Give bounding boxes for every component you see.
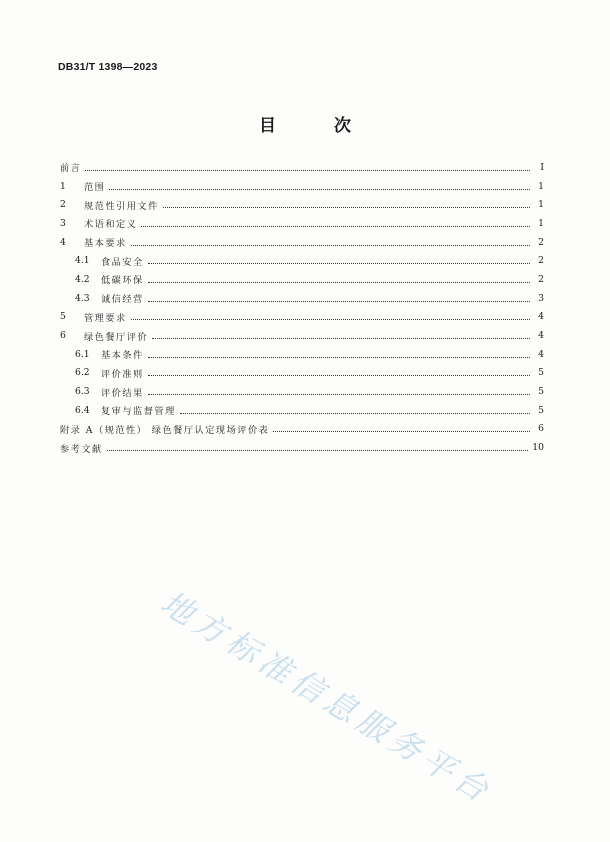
toc-dot-leader (148, 282, 530, 283)
toc-page-number: 2 (538, 255, 544, 267)
toc-section-number: 4.3 (75, 292, 90, 304)
toc-entry[interactable] (60, 158, 544, 177)
toc-dot-leader (148, 394, 530, 395)
toc-section-title: 基本要求 (84, 238, 127, 250)
toc-page-number: 5 (538, 386, 544, 398)
toc-page-number: 3 (538, 292, 544, 304)
toc-page-number: 6 (538, 423, 544, 435)
toc-entry[interactable] (60, 177, 544, 196)
toc-entry[interactable] (60, 382, 544, 401)
toc-section-number: 4 (60, 236, 66, 248)
toc-entry[interactable] (60, 326, 544, 345)
toc-page-number: 1 (538, 199, 544, 211)
toc-section-title: 规范性引用文件 (84, 200, 159, 212)
toc-section-title: 范围 (84, 182, 106, 194)
toc-page-number: 4 (538, 348, 544, 360)
toc-section-title: 前言 (60, 163, 82, 175)
toc-section-title: 复审与监督管理 (101, 406, 176, 418)
toc-entry[interactable] (60, 401, 544, 420)
toc-section-title: 评价结果 (101, 387, 144, 399)
toc-dot-leader (131, 245, 530, 246)
toc-section-number: 2 (60, 199, 66, 211)
toc-page-number: 2 (538, 273, 544, 285)
toc-section-title: 诚信经营 (101, 294, 144, 306)
toc-page-number: 4 (538, 311, 544, 323)
watermark: 地方标准信息服务平台 (154, 583, 500, 812)
toc-section-title: 低碳环保 (101, 275, 144, 287)
toc-entry[interactable] (60, 308, 544, 327)
toc-page-number: 1 (538, 217, 544, 229)
toc-dot-leader (152, 338, 530, 339)
toc-page-number: 1 (538, 180, 544, 192)
toc-entry[interactable] (60, 345, 544, 364)
toc-dot-leader (85, 170, 530, 171)
toc-section-number: 4.2 (75, 273, 90, 285)
toc-dot-leader (163, 207, 530, 208)
toc-dot-leader (148, 357, 530, 358)
toc-entry[interactable] (60, 364, 544, 383)
toc-entry[interactable] (60, 251, 544, 270)
toc-page-number: 2 (538, 236, 544, 248)
toc-page-number: I (540, 161, 544, 173)
toc-section-title: 参考文献 (60, 443, 103, 455)
toc-dot-leader (131, 319, 530, 320)
toc-section-number: 6 (60, 330, 66, 342)
toc-section-title: 食品安全 (101, 256, 144, 268)
toc-page-number: 10 (532, 442, 544, 454)
toc-dot-leader (141, 226, 530, 227)
toc-section-number: 1 (60, 180, 66, 192)
toc-entry[interactable] (60, 195, 544, 214)
toc-section-number: 6.4 (75, 404, 90, 416)
toc-dot-leader (180, 413, 530, 414)
toc-entry[interactable] (60, 270, 544, 289)
toc-section-title: 绿色餐厅评价 (84, 331, 149, 343)
toc-section-title: 术语和定义 (84, 219, 138, 231)
toc-section-number: 4.1 (75, 255, 90, 267)
toc-section-title: 管理要求 (84, 312, 127, 324)
toc-dot-leader (148, 301, 530, 302)
toc-dot-leader (148, 263, 530, 264)
toc-dot-leader (107, 450, 529, 451)
toc-entry[interactable] (60, 420, 544, 439)
toc-entry[interactable] (60, 233, 544, 252)
table-of-contents (60, 158, 544, 457)
toc-section-number: 5 (60, 311, 66, 323)
toc-dot-leader (148, 375, 530, 376)
toc-page-number: 4 (538, 330, 544, 342)
toc-page-number: 5 (538, 404, 544, 416)
page-title: 目 次 (259, 116, 377, 136)
standard-number: DB31/T 1398—2023 (58, 61, 158, 73)
toc-section-number: 6.3 (75, 386, 90, 398)
toc-section-number: 6.2 (75, 367, 90, 379)
toc-section-number: 3 (60, 217, 66, 229)
toc-dot-leader (109, 189, 530, 190)
toc-section-title: 附录 A（规范性） 绿色餐厅认定现场评价表 (60, 424, 270, 436)
toc-entry[interactable] (60, 438, 544, 457)
toc-entry[interactable] (60, 289, 544, 308)
toc-page-number: 5 (538, 367, 544, 379)
toc-section-title: 评价准则 (101, 368, 144, 380)
toc-section-title: 基本条件 (101, 350, 144, 362)
toc-section-number: 6.1 (75, 348, 90, 360)
toc-dot-leader (273, 431, 530, 432)
toc-entry[interactable] (60, 214, 544, 233)
